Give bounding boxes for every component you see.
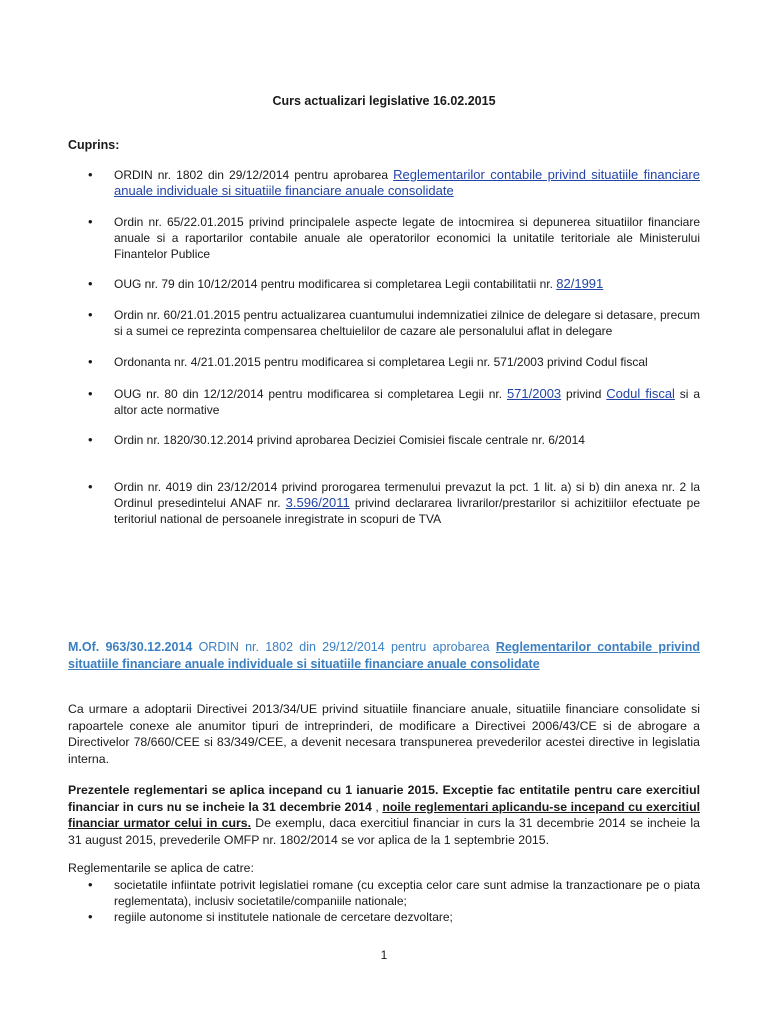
link-82-1991[interactable]: 82/1991 [556,276,604,291]
bullet-icon [88,386,114,402]
bullet-icon [88,307,114,323]
mof-reference: M.Of. 963/30.12.2014 [68,640,193,654]
list-item: • OUG nr. 79 din 10/12/2014 pentru modificarea si completarea Legii contabilitatii nr. 82/1991 [88,276,700,292]
scope-list [88,877,700,925]
list-item: • OUG nr. 80 din 12/12/2014 pentru modificarea si completarea Legii nr. 571/2003 privind Codul fiscal si a altor acte normative [88,386,700,418]
list-item: • Ordonanta nr. 4/21.01.2015 pentru modificarea si completarea Legii nr. 571/2003 privind Codul fiscal [88,354,700,370]
link-codul-fiscal[interactable]: Codul fiscal [606,386,675,401]
applicability-paragraph: Prezentele reglementari se aplica incepand cu 1 ianuarie 2015. Exceptie fac entitatile pentru care exercitiul financiar in curs nu se incheie la 31 decembrie 2014 , noile reglementari aplicandu-se incepand cu exercitiul financiar urmator celui in curs. De exemplu, daca exercitiul financiar in curs la 31 decembrie 2014 se incheie la 31 august 2015, prevederile OMFP nr. 1802/2014 se vor aplica de la 1 septembrie 2015. [68,783,700,847]
page-number: 1 [380,948,388,962]
bullet-icon [88,432,114,448]
list-item: • ORDIN nr. 1802 din 29/12/2014 pentru aprobarea Reglementarilor contabile privind situatiile financiare anuale individuale si situatiile financiare anuale consolidate [88,167,700,199]
mof-paragraph: M.Of. 963/30.12.2014 ORDIN nr. 1802 din 29/12/2014 pentru aprobarea Reglementarilor contabile privind situatiile financiare anuale individuale si situatiile financiare anuale consolidate [68,640,700,671]
list-item: • Ordin nr. 4019 din 23/12/2014 privind prorogarea termenului prevazut la pct. 1 lit. a) si b) din anexa nr. 2 la Ordinul presedintelui ANAF nr. 3.596/2011 privind declararea livrarilor/prestarilor si achizitiilor efectuate pe teritoriul national de persoanele inregistrate in scopuri de TVA [88,479,700,527]
contents-heading: Cuprins: [68,138,120,152]
list-item: • Ordin nr. 1820/30.12.2014 privind aprobarea Deciziei Comisiei fiscale centrale nr. 6/2014 [88,432,700,448]
link-mof-reglementari[interactable]: Reglementarilor contabile privind situatiile financiare anuale individuale si situatiile financiare anuale consolidate [68,640,700,671]
page-title: Curs actualizari legislative 16.02.2015 [272,94,496,108]
list-item: • regiile autonome si institutele nationale de cercetare dezvoltare; [88,909,700,925]
scope-paragraph: Reglementarile se aplica de catre: [68,861,254,875]
list-item: • Ordin nr. 60/21.01.2015 pentru actualizarea cuantumului indemnizatiei zilnice de delegare si detasare, precum si a sumei ce reprezinta compensarea cheltuielilor de cazare ale personalului aflat in delegare [88,307,700,339]
bullet-icon [88,479,114,495]
bullet-icon [88,354,114,370]
list-item: • Ordin nr. 65/22.01.2015 privind principalele aspecte legate de intocmirea si depunerea situatiilor financiare anuale si a raportarilor contabile anuale ale operatorilor economici la unitatile teritoriale ale Ministerului Finantelor Publice [88,214,700,262]
bullet-icon [88,214,114,230]
link-reglementari[interactable]: Reglementarilor contabile privind situatiile financiare anuale individuale si situatiile financiare anuale consolidate [114,167,700,198]
bullet-icon [88,877,114,893]
bullet-icon [88,276,114,292]
bullet-icon [88,909,114,925]
list-item: • societatile infiintate potrivit legislatiei romane (cu exceptia celor care sunt admise la tranzactionare pe o piata reglementata), inclusiv societatile/companiile nationale; [88,877,700,909]
link-3596-2011[interactable]: 3.596/2011 [285,495,350,510]
bullet-icon [88,167,114,183]
intro-paragraph: Ca urmare a adoptarii Directivei 2013/34/UE privind situatiile financiare anuale, situatiile financiare consolidate si rapoartele conexe ale anumitor tipuri de intreprinderi, de modificare a Directivei 2006/43/CE si de abrogare a Directivelor 78/660/CEE si 83/349/CEE, a devenit necesara transpunerea prevederilor acestei directive in legislatia interna. [68,702,700,766]
link-571-2003[interactable]: 571/2003 [506,386,562,401]
